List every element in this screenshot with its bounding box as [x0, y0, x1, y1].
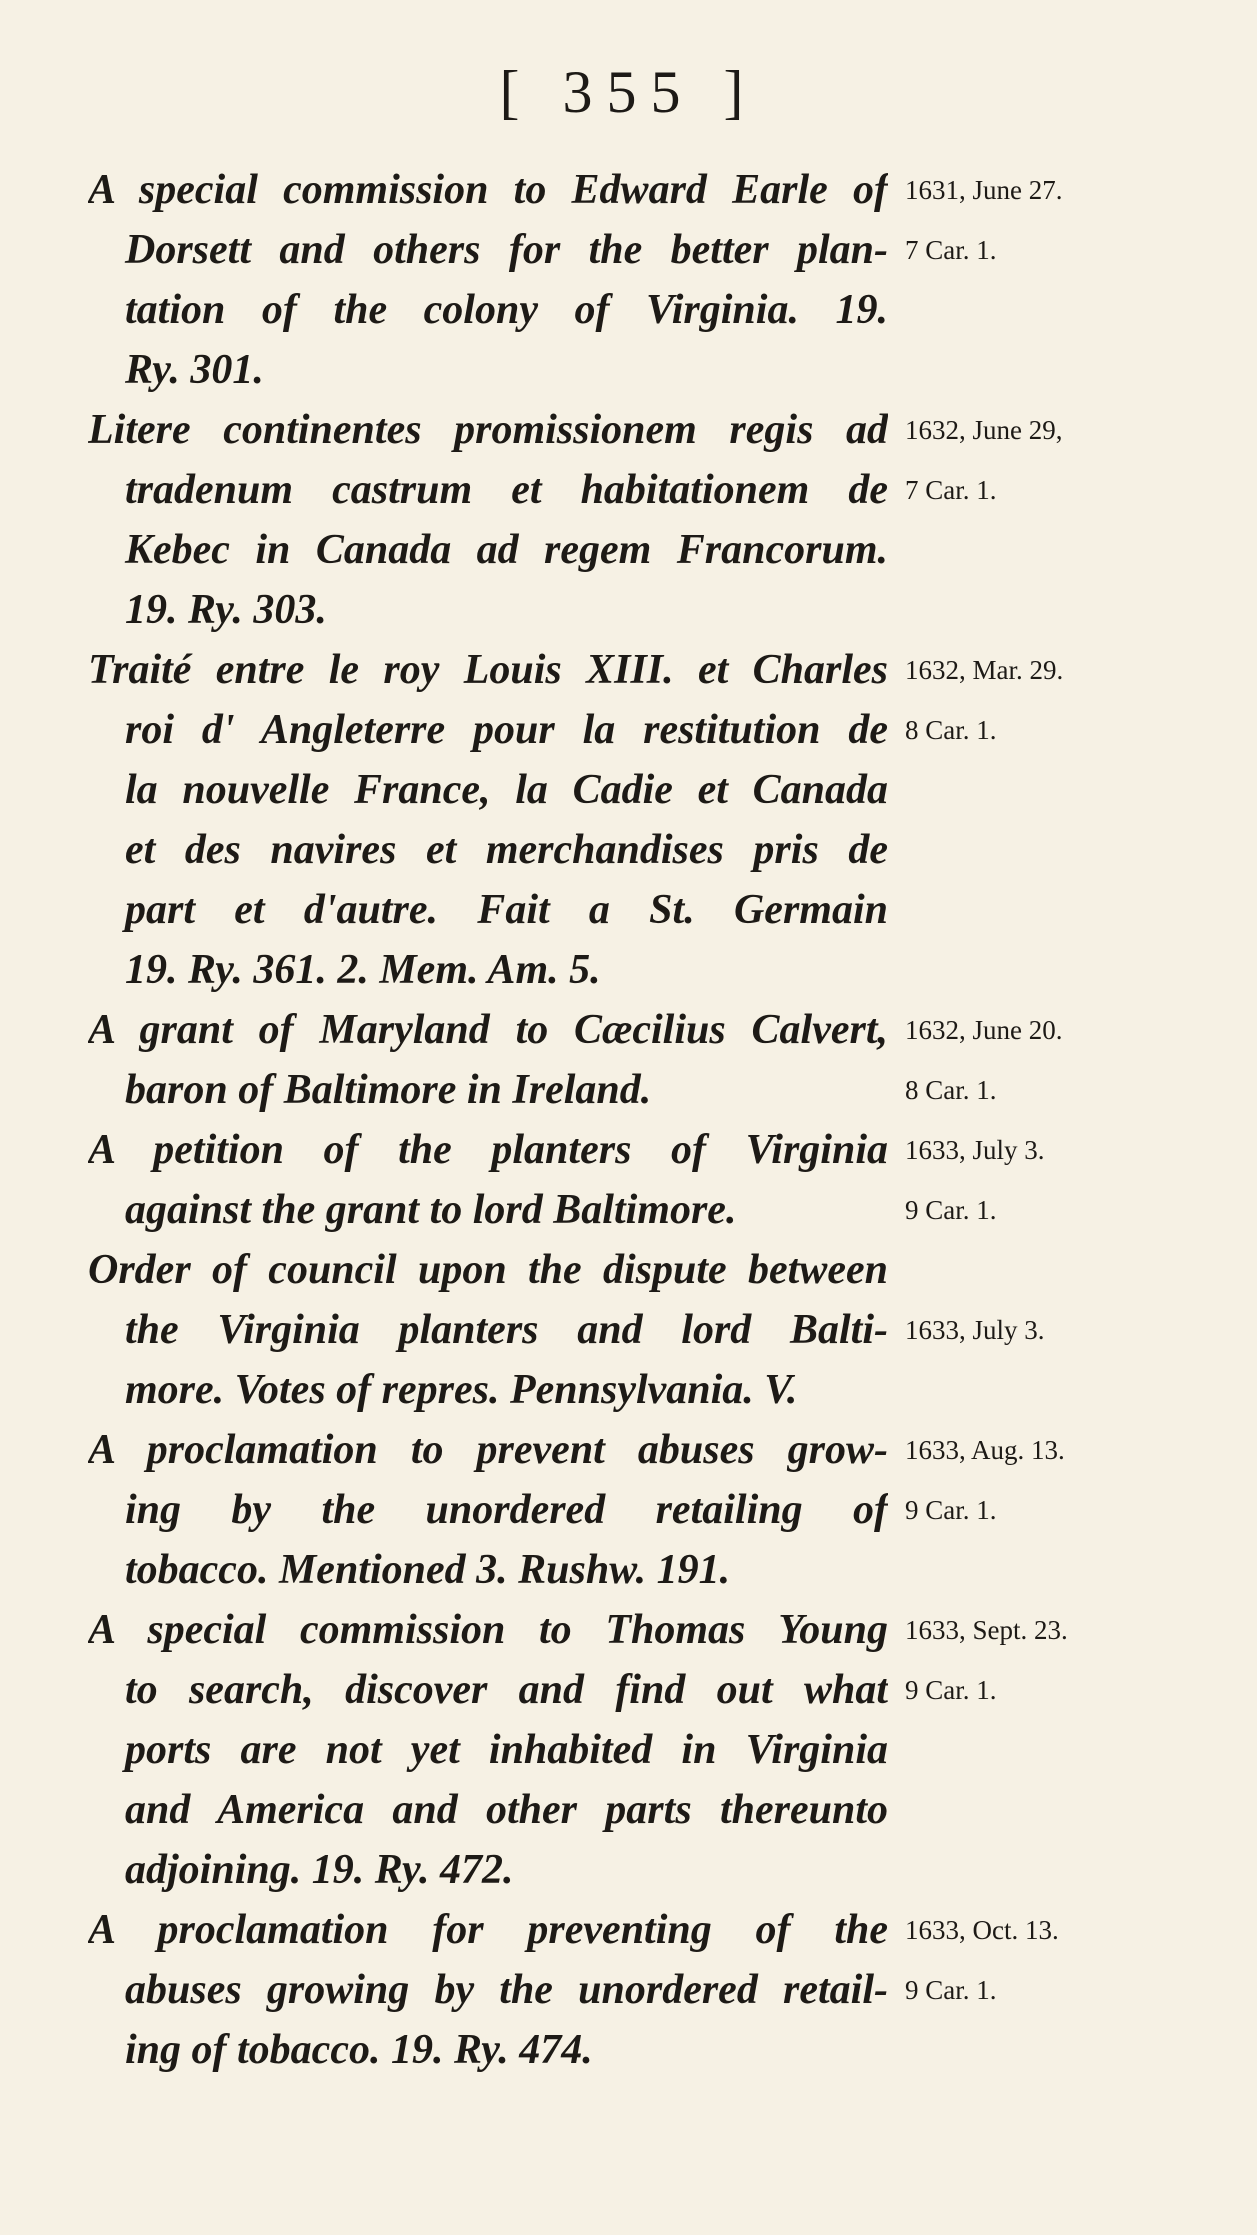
entry-line: the Virginia planters and lord Balti-: [125, 1307, 888, 1353]
date-year: 1633, July 3.: [905, 1135, 1045, 1165]
entry-text: [88, 640, 888, 1000]
page-number: [ 355 ]: [499, 59, 758, 125]
margin-date: [905, 1420, 1245, 1540]
entry-text: [88, 1000, 888, 1120]
margin-date: [905, 1900, 1245, 2020]
entry-line: adjoining. 19. Ry. 472.: [125, 1847, 514, 1893]
entry-line: la nouvelle France, la Cadie et Canada: [125, 767, 888, 813]
entry-line: Order of council upon the dispute between: [88, 1247, 888, 1293]
entry-line: Ry. 301.: [125, 347, 264, 393]
margin-date: [905, 1120, 1245, 1240]
date-year: 1632, June 29,: [905, 415, 1063, 445]
date-year: 1633, Oct. 13.: [905, 1915, 1059, 1945]
entry-line: A proclamation to prevent abuses grow-: [88, 1427, 888, 1473]
date-regnal: 9 Car. 1.: [905, 1975, 997, 2005]
margin-date: [905, 640, 1245, 760]
date-regnal: 8 Car. 1.: [905, 715, 997, 745]
date-year: 1633, July 3.: [905, 1315, 1045, 1345]
entry-line: against the grant to lord Baltimore.: [125, 1187, 737, 1233]
entry-line: ports are not yet inhabited in Virginia: [125, 1727, 888, 1773]
entry-line: abuses growing by the unordered retail-: [125, 1967, 888, 2013]
entry-line: more. Votes of repres. Pennsylvania. V.: [125, 1367, 798, 1413]
margin-date: [905, 160, 1245, 280]
entry-line: et des navires et merchandises pris de: [125, 827, 888, 873]
entry-text: [88, 1120, 888, 1240]
entry-line: Dorsett and others for the better plan-: [125, 227, 888, 273]
entry-line: Litere continentes promissionem regis ad: [88, 407, 888, 453]
entry-line: part et d'autre. Fait a St. Germain: [125, 887, 888, 933]
entry-line: 19. Ry. 361. 2. Mem. Am. 5.: [125, 947, 601, 993]
entry-text: [88, 160, 888, 400]
date-year: 1633, Sept. 23.: [905, 1615, 1068, 1645]
entry-line: 19. Ry. 303.: [125, 587, 327, 633]
date-regnal: 8 Car. 1.: [905, 1075, 997, 1105]
entry-line: baron of Baltimore in Ireland.: [125, 1067, 652, 1113]
date-regnal: 7 Car. 1.: [905, 235, 997, 265]
margin-date: [905, 400, 1245, 520]
date-year: 1633, Aug. 13.: [905, 1435, 1065, 1465]
entry-line: A special commission to Edward Earle of: [88, 167, 888, 213]
entry-line: tation of the colony of Virginia. 19.: [125, 287, 888, 333]
entry-line: ing of tobacco. 19. Ry. 474.: [125, 2027, 593, 2073]
margin-date: [905, 1600, 1245, 1720]
margin-date: [905, 1300, 1245, 1360]
entry-line: Traité entre le roy Louis XIII. et Charles: [88, 647, 888, 693]
entry-line: roi d' Angleterre pour la restitution de: [125, 707, 888, 753]
entry-line: to search, discover and find out what: [125, 1667, 888, 1713]
entry-line: A grant of Maryland to Cæcilius Calvert,: [88, 1007, 888, 1053]
entry-text: [88, 1600, 888, 1900]
entry-line: A special commission to Thomas Young: [88, 1607, 888, 1653]
date-regnal: 7 Car. 1.: [905, 475, 997, 505]
date-regnal: 9 Car. 1.: [905, 1195, 997, 1225]
entry-text: [88, 1420, 888, 1600]
entry-line: and America and other parts thereunto: [125, 1787, 888, 1833]
entry-line: A proclamation for preventing of the: [88, 1907, 888, 1953]
entry-line: tobacco. Mentioned 3. Rushw. 191.: [125, 1547, 731, 1593]
date-regnal: 9 Car. 1.: [905, 1675, 997, 1705]
date-year: 1632, Mar. 29.: [905, 655, 1064, 685]
date-regnal: 9 Car. 1.: [905, 1495, 997, 1525]
margin-date: [905, 1000, 1245, 1120]
entry-line: tradenum castrum et habitationem de: [125, 467, 888, 513]
entry-text: [88, 400, 888, 640]
entry-text: [88, 1240, 888, 1420]
entry-line: A petition of the planters of Virginia: [88, 1127, 888, 1173]
date-year: 1632, June 20.: [905, 1015, 1063, 1045]
entry-line: ing by the unordered retailing of: [125, 1487, 888, 1533]
date-year: 1631, June 27.: [905, 175, 1063, 205]
entry-line: Kebec in Canada ad regem Francorum.: [125, 527, 888, 573]
entry-text: [88, 1900, 888, 2080]
